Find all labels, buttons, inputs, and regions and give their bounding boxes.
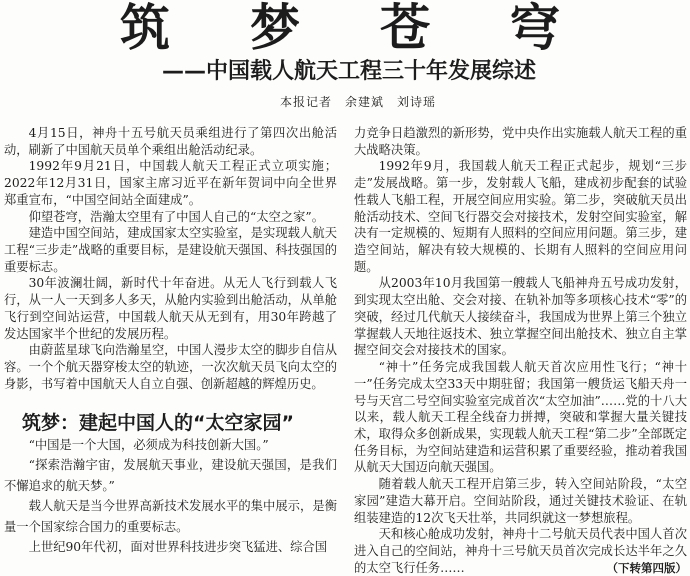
continued-paragraph: 力竞争日趋激烈的新形势，党中央作出实施载人航天工程的重大战略决策。 <box>354 126 687 157</box>
left-column <box>4 125 337 562</box>
paragraph: 建造中国空间站，建成国家太空实验室，是实现载人航天工程“三步走”战略的重要目标，是建设航天强国、科技强国的重要标志。 <box>4 226 337 274</box>
article-title: 筑梦苍穹 <box>120 0 640 57</box>
article-byline: 本报记者 余建斌 刘诗瑶 <box>279 95 436 109</box>
paragraph: “神十”任务完成我国载人航天首次应用性飞行；“神十一”任务完成太空33天中期驻留；我国第一艘货运飞船天舟一号与天宫二号空间实验室完成首次“太空加油”……党的十八大以来，载人航天工程全线奋力拼搏，突破和掌握大量关键技术，取得众多创新成果，实现载人航天工程“第二步”全部既定任务目标，为空间站建造和运营积累了重要经验，推动着我国从航天大国迈向航天强国。 <box>354 360 687 475</box>
last-paragraph <box>354 526 687 576</box>
paragraph: 4月15日，神舟十五号航天员乘组进行了第四次出舱活动，刷新了中国航天员单个乘组出舱活动纪录。 <box>4 126 337 157</box>
right-column <box>354 125 687 575</box>
paragraph: 仰望苍穹，浩瀚太空里有了中国人自己的“太空之家”。 <box>28 209 324 224</box>
paragraph: 1992年9月21日，中国载人航天工程正式立项实施；2022年12月31日，国家主席习近平在新年贺词中向全世界郑重宣布，“中国空间站全面建成”。 <box>4 159 337 207</box>
left-column-upper <box>4 125 337 393</box>
paragraph: 从2003年10月我国第一艘载人飞船神舟五号成功发射，到实现太空出舱、交会对接、在轨补加等多项核心技术“零”的突破，经过几代航天人接续奋斗，我国成为世界上第三个独立掌握载人天地往返技术、独立掌握空间出舱技术、独立自主掌握空间交会对接技术的国家。 <box>354 276 687 358</box>
paragraph: 由蔚蓝星球飞向浩瀚星空，中国人漫步太空的脚步自信从容。一个个航天器穿梭太空的轨迹，一次次航天员飞向太空的身影，书写着中国航天人自立自强、创新超越的辉煌历史。 <box>4 343 337 391</box>
paragraph: 上世纪90年代初，面对世界科技进步突飞猛进、综合国 <box>28 540 328 554</box>
last-paragraph-text: 天和核心舱成功发射，神舟十二号航天员代表中国人首次进入自己的空间站，神舟十三号航天员首次完成长达半年之久的太空飞行任务…… <box>354 527 687 575</box>
left-column-lower <box>4 435 337 558</box>
paragraph: 30年波澜壮阔，新时代十年奋进。从无人飞行到载人飞行，从一人一天到多人多天，从舱内实验到出舱活动，从单舱飞行到空间站运营，中国载人航天从无到有，用30年跨越了发达国家半个世纪的发展历程。 <box>4 276 337 341</box>
continuation-note: （下转第四版） <box>606 560 687 575</box>
quote-paragraph: “探索浩瀚宇宙，发展航天事业，建设航天强国，是我们不懈追求的航天梦。” <box>4 458 337 493</box>
paragraph: 载人航天是当今世界高新技术发展水平的集中展示，是衡量一个国家综合国力的重要标志。 <box>4 499 337 534</box>
quote-paragraph: “中国是一个大国，必须成为科技创新大国。” <box>28 437 269 452</box>
article-subtitle: ——中国载人航天工程三十年发展综述 <box>161 59 536 84</box>
paragraph: 随着载人航天工程开启第三步，转入空间站阶段，“太空家园”建造大幕开启。空间站阶段，通过关键技术验证、在轨组装建造的12次飞天壮举，共同织就这一梦想旅程。 <box>354 477 687 525</box>
section-heading: 筑梦：建起中国人的“太空家园” <box>22 411 294 434</box>
paragraph: 1992年9月，我国载人航天工程正式起步，规划“三步走”发展战略。第一步，发射载人飞船，建成初步配套的试验性载人飞船工程，开展空间应用实验。第二步，突破航天员出舱活动技术、空间飞行器交会对接技术，发射空间实验室，解决有一定规模的、短期有人照料的空间应用问题。第三步，建造空间站，解决有较大规模的、长期有人照料的空间应用问题。 <box>354 159 687 274</box>
